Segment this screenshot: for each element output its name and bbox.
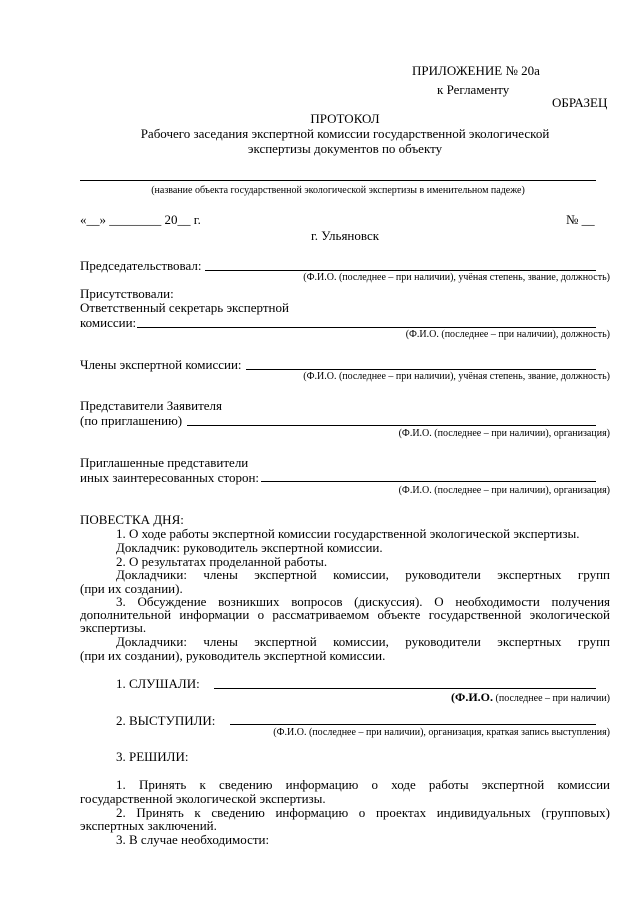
document-subtitle-line2: экспертизы документов по объекту	[247, 141, 443, 156]
regulation-reference: к Регламенту	[437, 82, 510, 97]
decision-2-line2: экспертных заключений.	[80, 818, 217, 833]
present-label: Присутствовали:	[80, 286, 174, 301]
agenda-item-2-speakers-line2: (при их создании).	[80, 581, 183, 596]
heard-label: 1. СЛУШАЛИ:	[116, 676, 200, 691]
members-line	[246, 369, 596, 370]
applicant-label-line2: (по приглашению)	[80, 413, 183, 428]
agenda-item-3-speakers-line2: (при их создании), руководитель экспертной комиссии.	[80, 648, 386, 663]
heard-caption	[300, 688, 610, 706]
applicant-line	[187, 425, 596, 426]
heard-caption-bold: (Ф.И.О.	[451, 690, 494, 704]
object-name-line	[80, 180, 596, 181]
chaired-line	[205, 270, 596, 271]
secretary-label-line1: Ответственный секретарь экспертной	[80, 300, 289, 315]
chaired-caption: (Ф.И.О. (последнее – при наличии), учёная степень, звание, должность)	[303, 272, 610, 283]
invited-line	[261, 481, 596, 482]
chaired-label: Председательствовал:	[80, 258, 202, 273]
decision-1-line2: государственной экологической экспертизы.	[80, 791, 326, 806]
agenda-item-1-speaker: Докладчик: руководитель экспертной комиссии.	[116, 540, 383, 555]
members-caption: (Ф.И.О. (последнее – при наличии), учёная степень, звание, должность)	[303, 371, 610, 382]
heard-caption-rest: (последнее – при наличии)	[493, 693, 610, 704]
members-label: Члены экспертной комиссии:	[80, 357, 242, 372]
object-name-caption: (название объекта государственной экологической экспертизы в именительном падеже)	[151, 185, 525, 196]
document-subtitle-line1: Рабочего заседания экспертной комиссии государственной экологической	[140, 126, 550, 141]
spoke-caption: (Ф.И.О. (последнее – при наличии), организация, краткая запись выступления)	[273, 727, 610, 738]
invited-label-line2: иных заинтересованных сторон:	[80, 470, 260, 485]
agenda-title: ПОВЕСТКА ДНЯ:	[80, 512, 184, 527]
secretary-label-line2: комиссии:	[80, 315, 137, 330]
decision-1-line1: 1. Принять к сведению информацию о ходе работы экспертной комиссии	[116, 777, 610, 792]
decision-3: 3. В случае необходимости:	[116, 832, 270, 847]
applicant-label-line1: Представители Заявителя	[80, 398, 222, 413]
secretary-line	[137, 327, 596, 328]
spoke-label: 2. ВЫСТУПИЛИ:	[116, 713, 216, 728]
sample-mark: ОБРАЗЕЦ	[552, 95, 608, 110]
protocol-city: г. Ульяновск	[310, 228, 380, 243]
protocol-date: «__» ________ 20__ г.	[80, 212, 201, 227]
agenda-item-3-line3: экспертизы.	[80, 620, 147, 635]
decision-2-line1: 2. Принять к сведению информацию о проектах индивидуальных (групповых)	[116, 805, 610, 820]
protocol-number: № __	[566, 212, 595, 227]
agenda-item-3-line1: 3. Обсуждение возникших вопросов (дискуссия). О необходимости получения	[116, 594, 610, 609]
document-title: ПРОТОКОЛ	[310, 111, 380, 126]
agenda-item-3-speakers-line1: Докладчики: члены экспертной комиссии, руководители экспертных групп	[116, 634, 610, 649]
appendix-number: ПРИЛОЖЕНИЕ № 20а	[412, 63, 540, 78]
spoke-line	[230, 724, 596, 725]
secretary-caption: (Ф.И.О. (последнее – при наличии), должность)	[405, 329, 610, 340]
decided-label: 3. РЕШИЛИ:	[116, 749, 189, 764]
agenda-item-1: 1. О ходе работы экспертной комиссии государственной экологической экспертизы.	[116, 526, 580, 541]
agenda-item-2-speakers-line1: Докладчики: члены экспертной комиссии, руководители экспертных групп	[116, 567, 610, 582]
invited-label-line1: Приглашенные представители	[80, 455, 249, 470]
applicant-caption: (Ф.И.О. (последнее – при наличии), организация)	[398, 428, 610, 439]
agenda-item-3-line2: дополнительной информации о рассматриваемом объекте государственной экологической	[80, 607, 610, 622]
agenda-item-2: 2. О результатах проделанной работы.	[116, 554, 328, 569]
invited-caption: (Ф.И.О. (последнее – при наличии), организация)	[398, 485, 610, 496]
